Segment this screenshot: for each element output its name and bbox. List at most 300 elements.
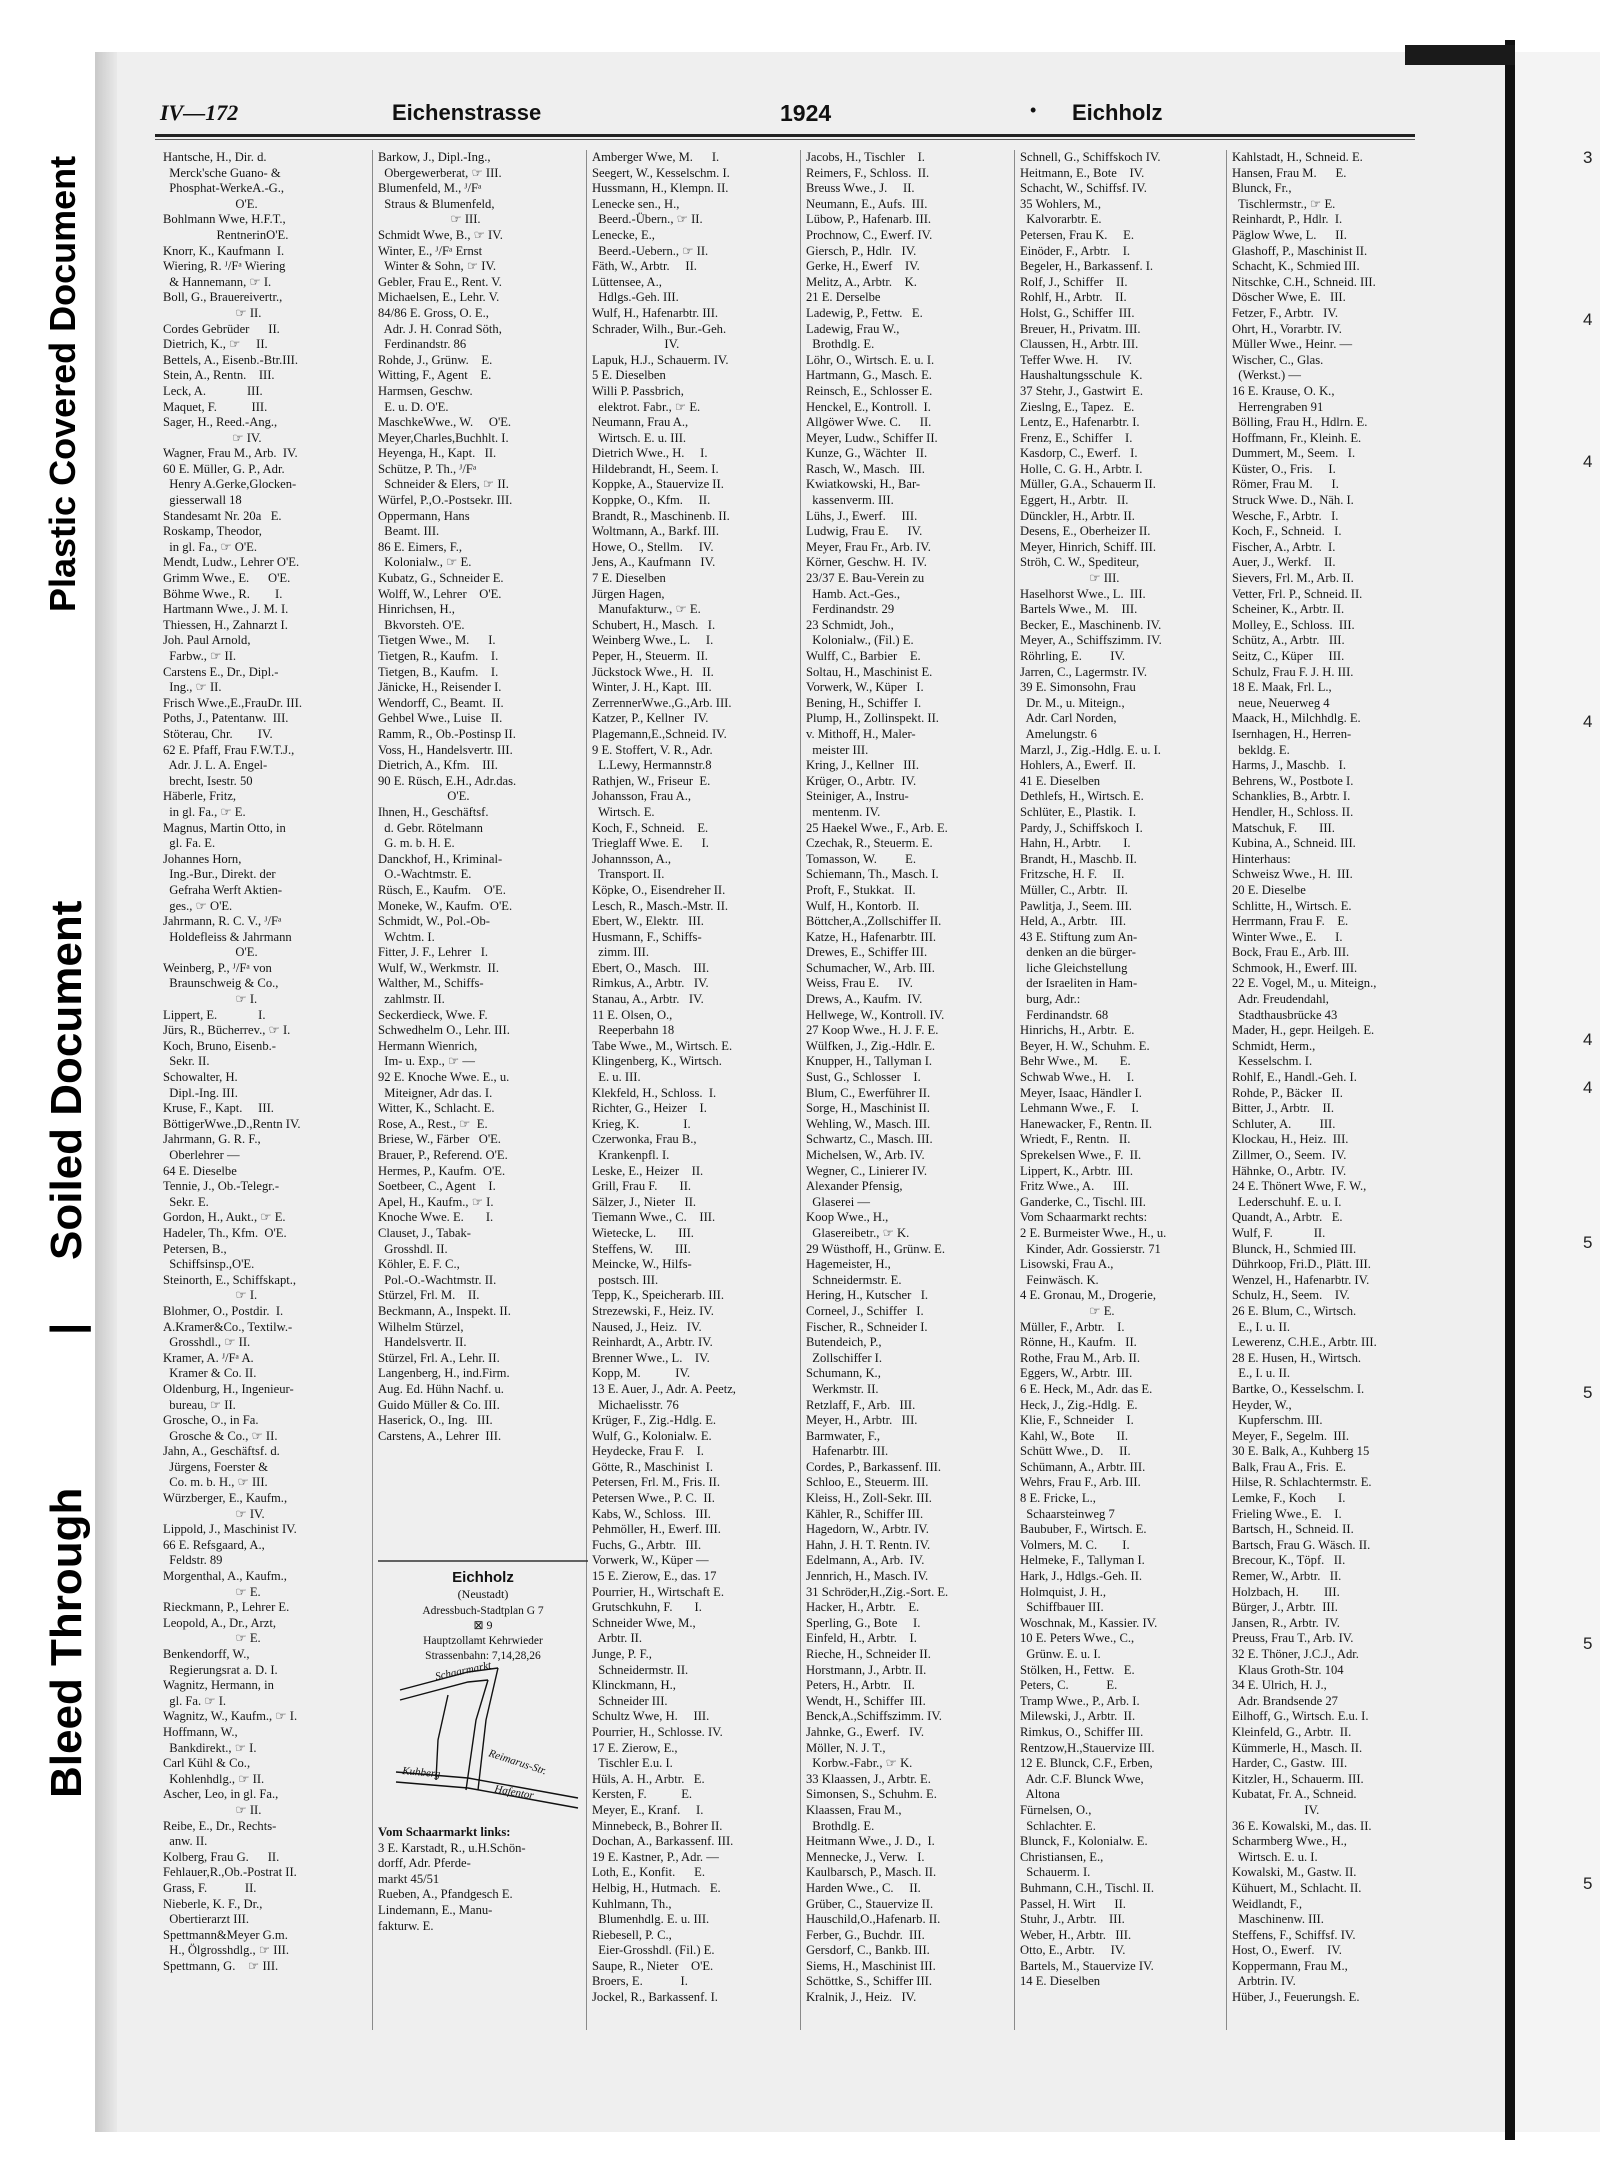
entry-line: Hohlers, A., Ewerf. II.: [1020, 758, 1136, 773]
header-dot: •: [1030, 100, 1037, 120]
entry-line: Schweisz Wwe., H. III.: [1232, 867, 1353, 882]
entry-line: Pol.-O.-Wachtmstr. II.: [378, 1272, 497, 1287]
binding-gutter: [95, 52, 117, 2132]
entry-line: O'E.: [163, 945, 258, 960]
entry-line: 2 E. Burmeister Wwe., H., u.: [1020, 1225, 1167, 1240]
entry-line: Hilse, R. Schlachtermstr. E.: [1232, 1475, 1372, 1490]
entry-line: Soetbeer, C., Agent I.: [378, 1179, 496, 1194]
entry-line: Retzlaff, F., Arb. III.: [806, 1397, 916, 1412]
entry-line: Matschuk, F. III.: [1232, 820, 1335, 835]
header-rule-thin: [155, 139, 1415, 140]
entry-line: Wolff, W., Lehrer O'E.: [378, 586, 502, 601]
entry-line: Schlüter, E., Plastik. I.: [1020, 804, 1136, 819]
entry-line: Mennecke, J., Verw. I.: [806, 1849, 925, 1864]
entry-line: 3 E. Karstadt, R., u.H.Schön-: [378, 1840, 526, 1855]
entry-line: Farbw., ☞ II.: [163, 649, 237, 663]
entry-line: Herrengraben 91: [1232, 399, 1324, 414]
entry-line: Claussen, H., Arbtr. III.: [1020, 337, 1139, 352]
entry-line: Simonsen, S., Schuhm. E.: [806, 1787, 937, 1802]
entry-line: Wendt, H., Schiffer III.: [806, 1693, 926, 1708]
map-title: Eichholz: [452, 1569, 514, 1586]
entry-line: Tiemann Wwe., C. III.: [592, 1210, 716, 1225]
entry-line: Gehbel Wwe., Luise II.: [378, 711, 503, 726]
entry-line: Kruse, F., Kapt. III.: [163, 1101, 274, 1116]
entry-line: Häberle, Fritz,: [163, 789, 237, 804]
entry-line: Teffer Wwe. H. IV.: [1020, 352, 1133, 367]
entry-line: Einfeld, H., Arbtr. I.: [806, 1631, 917, 1646]
entry-line: Drews, A., Kaufm. IV.: [806, 992, 923, 1007]
entry-line: Kalvorarbtr. E.: [1020, 212, 1102, 227]
entry-line: 90 E. Rüsch, E.H., Adr.das.: [378, 773, 517, 788]
entry-line: Krieg, K. I.: [592, 1116, 691, 1131]
entry-line: Röhrling, E. IV.: [1020, 649, 1126, 663]
entry-line: Pourrier, H., Wirtschaft E.: [592, 1584, 725, 1599]
entry-line: Host, O., Ewerf. IV.: [1232, 1943, 1342, 1958]
entry-line: Grosche, O., in Fa.: [163, 1413, 259, 1428]
entry-line: Knoche Wwe. E. I.: [378, 1210, 494, 1225]
entry-line: in gl. Fa., ☞ O'E.: [163, 539, 258, 554]
entry-line: Seckerdieck, Wwe. F.: [378, 1007, 494, 1022]
entry-line: Kopp, M. IV.: [592, 1366, 691, 1381]
entry-line: Löhr, O., Wirtsch. E. u. I.: [806, 352, 935, 367]
entry-line: Wendorff, C., Beamt. II.: [378, 695, 504, 710]
entry-line: Plump, H., Zollinspekt. II.: [806, 711, 939, 726]
entry-line: Brandt, H., Maschb. II.: [1020, 851, 1137, 866]
entry-line: Weiss, Frau E. IV.: [806, 976, 913, 991]
entry-line: Junge, P. F.,: [592, 1647, 652, 1661]
entry-line: Stölken, H., Fettw. E.: [1020, 1662, 1135, 1677]
directory-column-1: [163, 150, 373, 2040]
entry-line: Koppermann, Frau M.,: [1232, 1958, 1348, 1973]
street-map-svg: [378, 1560, 588, 1810]
entry-line: Miteigner, Adr das. I.: [378, 1085, 493, 1100]
entry-line: ☞ IV.: [163, 1506, 265, 1521]
entry-line: Rentzow,H.,Stauervize III.: [1020, 1740, 1155, 1755]
entry-line: Adr. J. L. A. Engel-: [163, 758, 268, 773]
entry-line: Joh. Paul Arnold,: [163, 633, 251, 648]
entry-line: Reinhardt, P., Hdlr. I.: [1232, 212, 1343, 227]
entry-line: Schrader, Wilh., Bur.-Geh.: [592, 321, 727, 336]
entry-line: Adr. Carl Norden,: [1020, 711, 1117, 726]
entry-line: neue, Neuerweg 4: [1232, 695, 1330, 710]
entry-line: Stürzel, Frl. A., Lehr. II.: [378, 1350, 500, 1365]
entry-line: Hähnke, O., Arbtr. IV.: [1232, 1163, 1347, 1178]
entry-line: Holmquist, J. H.,: [1020, 1584, 1107, 1599]
entry-line: Stuhr, J., Arbtr. III.: [1020, 1912, 1125, 1927]
entry-line: Marzl, J., Zig.-Hdlg. E. u. I.: [1020, 742, 1161, 757]
entry-line: Aug. Ed. Hühn Nachf. u.: [378, 1381, 504, 1396]
entry-line: Gersdorf, C., Bankb. III.: [806, 1943, 930, 1958]
entry-line: Loth, E., Konfit. E.: [592, 1865, 705, 1880]
entry-line: Holzbach, H. III.: [1232, 1584, 1340, 1599]
entry-line: Sorge, H., Maschinist II.: [806, 1101, 930, 1116]
soiled-document-label: Soiled Document: [42, 900, 91, 1260]
entry-line: 34 E. Ulrich, H. J.,: [1232, 1678, 1327, 1693]
entry-line: Kubatat, Fr. A., Schneid.: [1232, 1787, 1357, 1802]
entry-line: Wietecke, L. III.: [592, 1225, 694, 1240]
street-heading: Eichenstrasse: [392, 100, 542, 125]
entry-line: Howe, O., Stellm. IV.: [592, 539, 714, 554]
entry-line: Amelungstr. 6: [1020, 726, 1097, 741]
entry-line: Harder, C., Gastw. III.: [1232, 1756, 1348, 1771]
entry-line: Kohlenhdlg., ☞ II.: [163, 1771, 265, 1786]
entry-line: Proft, F., Stukkat. II.: [806, 882, 916, 897]
entry-line: Jahrmann, R. C. V., ᴶ/Fᵃ: [163, 914, 282, 929]
entry-line: IV.: [1232, 1802, 1320, 1817]
entry-line: Kinder, Adr. Gossierstr. 71: [1020, 1241, 1161, 1256]
entry-line: Rohlf, E., Handl.-Geh. I.: [1232, 1070, 1357, 1085]
entry-line: Frenz, E., Schiffer I.: [1020, 430, 1133, 445]
entry-line: Fürnelsen, O.,: [1020, 1802, 1092, 1817]
entry-line: Dethlefs, H., Wirtsch. E.: [1020, 789, 1144, 804]
entry-line: meister III.: [806, 742, 869, 757]
entry-line: Rasch, W., Masch. III.: [806, 461, 925, 476]
entry-line: Lenecke, E.,: [592, 227, 655, 242]
entry-line: E. u. D. O'E.: [378, 399, 449, 414]
entry-line: Wagnitz, W., Kaufm., ☞ I.: [163, 1709, 298, 1724]
entry-line: Benck,A.,Schiffszimm. IV.: [806, 1709, 942, 1724]
entry-line: 92 E. Knoche Wwe. E., u.: [378, 1070, 510, 1085]
entry-line: Heyenga, H., Kapt. II.: [378, 446, 497, 461]
entry-line: 32 E. Thöner, J.C.J., Adr.: [1232, 1647, 1359, 1661]
entry-line: Rolf, J., Schiffer II.: [1020, 274, 1128, 289]
entry-line: Bitter, J., Arbtr. II.: [1232, 1101, 1334, 1116]
strip-number: 3: [1583, 148, 1593, 167]
entry-line: Katzer, P., Kellner IV.: [592, 711, 709, 726]
entry-line: Wülfken, J., Zig.-Hdlr. E.: [806, 1038, 936, 1053]
entry-line: Koch, F., Schneid. I.: [1232, 524, 1342, 539]
entry-line: Winter, E., ᴶ/Fᵃ Ernst: [378, 243, 483, 258]
entry-line: Nieberle, K. F., Dr.,: [163, 1896, 263, 1911]
entry-line: Lippert, E. I.: [163, 1007, 266, 1022]
entry-line: Knupper, H., Tallyman I.: [806, 1054, 933, 1069]
entry-line: Götte, R., Maschinist I.: [592, 1459, 714, 1474]
entry-line: 14 E. Dieselben: [1020, 1974, 1101, 1989]
entry-line: Leopold, A., Dr., Arzt,: [163, 1615, 276, 1630]
entry-line: Holle, C. G. H., Arbtr. I.: [1020, 461, 1143, 476]
entry-line: Morgenthal, A., Kaufm.,: [163, 1569, 287, 1584]
strip-number: 5: [1583, 1233, 1593, 1252]
entry-line: Wischer, C., Glas.: [1232, 352, 1324, 367]
directory-column-4: [806, 150, 1016, 2040]
entry-line: Brothdlg. E.: [806, 1818, 875, 1833]
entry-line: Witter, K., Schlacht. E.: [378, 1101, 495, 1116]
entry-line: Schiemann, Th., Masch. I.: [806, 867, 939, 882]
entry-line: Kolonialw., ☞ E.: [378, 555, 472, 570]
entry-line: Kralnik, J., Heiz. IV.: [806, 1990, 917, 2005]
entry-line: Meyer,Charles,Buchhlt. I.: [378, 430, 509, 445]
entry-line: Reibe, E., Dr., Rechts-: [163, 1818, 277, 1833]
entry-line: Clauset, J., Tabak-: [378, 1225, 471, 1240]
entry-line: Sekr. II.: [163, 1054, 210, 1069]
strip-number: 4: [1583, 1030, 1593, 1049]
entry-line: Ladewig, Frau W.,: [806, 321, 900, 336]
entry-line: Wehling, W., Masch. III.: [806, 1116, 931, 1131]
entry-line: Butendeich, P.,: [806, 1335, 882, 1350]
entry-line: Ferber, G., Buchdr. III.: [806, 1927, 925, 1942]
entry-line: Naused, J., Heiz. IV.: [592, 1319, 702, 1334]
entry-line: Werkmstr. II.: [806, 1381, 879, 1396]
entry-line: Rönne, H., Kaufm. II.: [1020, 1335, 1137, 1350]
entry-line: 17 E. Zierow, E.,: [592, 1740, 678, 1755]
entry-line: 26 E. Blum, C., Wirtsch.: [1232, 1303, 1357, 1318]
map-plan-ref: Adressbuch-Stadtplan G 7: [422, 1605, 544, 1617]
entry-line: Weinberg Wwe., L. I.: [592, 633, 714, 648]
entry-line: Pardy, J., Schiffskoch I.: [1020, 820, 1143, 835]
entry-line: 7 E. Dieselben: [592, 571, 666, 586]
entry-line: Krankenpfl. I.: [592, 1148, 670, 1162]
entry-line: Blumenhdlg. E. u. III.: [592, 1912, 710, 1927]
entry-line: Kitzler, H., Schauerm. III.: [1232, 1771, 1364, 1786]
entry-line: 25 Haekel Wwe., F., Arb. E.: [806, 820, 948, 835]
entry-line: Sälzer, J., Nieter II.: [592, 1194, 697, 1209]
entry-line: Hdlgs.-Geh. III.: [592, 290, 679, 305]
entry-line: Körner, Geschw. H. IV.: [806, 555, 927, 570]
entry-line: Sprekelsen Wwe., F. II.: [1020, 1148, 1142, 1162]
entry-line: Fischer, R., Schneider I.: [806, 1319, 928, 1334]
entry-line: Harmsen, Geschw.: [378, 383, 473, 398]
entry-line: Kleiss, H., Zoll-Sekr. III.: [806, 1491, 932, 1506]
entry-line: Beerd.-Uebern., ☞ II.: [592, 243, 709, 258]
entry-line: Adr. Brandsende 27: [1232, 1693, 1338, 1708]
entry-line: Bartels Wwe., M. III.: [1020, 602, 1138, 617]
entry-line: Lederschuhf. E. u. I.: [1232, 1194, 1342, 1209]
entry-line: Merck'sche Guano- &: [163, 165, 281, 180]
entry-line: Isernhagen, H., Herren-: [1232, 726, 1352, 741]
entry-line: zahlmstr. II.: [378, 992, 445, 1007]
entry-line: Rimkus, O., Schiffer III.: [1020, 1724, 1144, 1739]
entry-line: 23 Schmidt, Joh.,: [806, 617, 894, 632]
entry-line: Koop Wwe., H.,: [806, 1210, 889, 1225]
entry-line: Schiffsinsp.,O'E.: [163, 1257, 255, 1272]
entry-line: ☞ E.: [1020, 1303, 1115, 1318]
entry-line: Schumacher, W., Arb. III.: [806, 960, 935, 975]
entry-line: Lindemann, E., Manu-: [378, 1902, 493, 1917]
entry-line: 24 E. Thönert Wwe, F. W.,: [1232, 1179, 1367, 1194]
entry-line: Petersen, Frau K. E.: [1020, 227, 1135, 242]
entry-line: Bkvorsteh. O'E.: [378, 617, 465, 632]
entry-line: Neumann, Frau A.,: [592, 415, 689, 430]
entry-line: Wirtsch. E. u. III.: [592, 430, 687, 445]
directory-column-2: [378, 150, 588, 1550]
entry-line: Kring, J., Kellner III.: [806, 758, 919, 773]
entry-line: Strezewski, F., Heiz. IV.: [592, 1303, 714, 1318]
entry-line: Kesselschm. I.: [1232, 1054, 1313, 1069]
entry-line: Vorwerk, W., Küper —: [592, 1553, 709, 1568]
entry-line: Grüber, C., Stauervize II.: [806, 1896, 934, 1911]
entry-line: Jennrich, H., Masch. IV.: [806, 1569, 929, 1584]
strip-number: 4: [1583, 452, 1593, 471]
entry-line: ☞ III.: [1020, 571, 1120, 586]
entry-line: Bankdirekt., ☞ I.: [163, 1740, 257, 1755]
entry-line: Eilhoff, G., Wirtsch. E.u. I.: [1232, 1709, 1369, 1724]
entry-line: Grill, Frau F. II.: [592, 1179, 692, 1194]
entry-line: Roskamp, Theodor,: [163, 524, 262, 539]
entry-line: Tramp Wwe., P., Arb. I.: [1020, 1693, 1140, 1708]
entry-line: Bock, Frau E., Arb. III.: [1232, 945, 1350, 960]
entry-line: Breuer, H., Privatm. III.: [1020, 321, 1141, 336]
entry-line: Blum, C., Ewerführer II.: [806, 1085, 931, 1100]
entry-line: Grünw. E. u. I.: [1020, 1647, 1101, 1661]
entry-line: Grimm Wwe., E. O'E.: [163, 571, 291, 586]
entry-line: Feinwäsch. K.: [1020, 1272, 1099, 1287]
entry-line: Witting, F., Agent E.: [378, 368, 492, 383]
entry-line: Klockau, H., Heiz. III.: [1232, 1132, 1349, 1147]
entry-line: Willi P. Passbrich,: [592, 383, 684, 398]
entry-line: Benkendorff, W.,: [163, 1647, 250, 1661]
map-label-reimarus: Reimarus-Str.: [487, 1747, 549, 1778]
entry-line: burg, Adr.:: [1020, 992, 1081, 1007]
entry-line: Rathjen, W., Friseur E.: [592, 773, 711, 788]
entry-line: Volmers, M. C. I.: [1020, 1537, 1130, 1552]
entry-line: Fritz Wwe., A. III.: [1020, 1179, 1129, 1194]
entry-line: Kunze, G., Wächter II.: [806, 446, 928, 461]
entry-line: Hagemeister, H.,: [806, 1257, 891, 1272]
entry-line: 10 E. Peters Wwe., C.,: [1020, 1631, 1135, 1646]
entry-line: Dummert, M., Seem. I.: [1232, 446, 1356, 461]
entry-line: Bartke, O., Kesselschm. I.: [1232, 1381, 1365, 1396]
entry-line: Kahl, W., Bote II.: [1020, 1428, 1129, 1443]
entry-line: Reimers, F., Schloss. II.: [806, 165, 930, 180]
entry-line: Fehlauer,R.,Ob.-Postrat II.: [163, 1865, 297, 1880]
entry-line: Siems, H., Maschinist III.: [806, 1958, 936, 1973]
entry-line: Adr. Freudendahl,: [1232, 992, 1329, 1007]
entry-line: Grosshdl. II.: [378, 1241, 448, 1256]
entry-line: Nitschke, C.H., Schneid. III.: [1232, 274, 1376, 289]
entry-line: Reinhardt, A., Arbtr. IV.: [592, 1335, 713, 1350]
entry-line: Kramer & Co. II.: [163, 1366, 257, 1381]
entry-line: Meyer, Isaac, Händler I.: [1020, 1085, 1142, 1100]
entry-line: Koch, Bruno, Eisenb.-: [163, 1038, 276, 1053]
entry-line: postsch. III.: [592, 1272, 659, 1287]
entry-line: Lentz, E., Hafenarbtr. I.: [1020, 415, 1140, 430]
entry-line: Allgöwer Wwe. C. II.: [806, 415, 932, 430]
entry-line: Wirtsch. E.: [592, 804, 655, 819]
entry-line: Stöterau, Chr. IV.: [163, 726, 273, 741]
entry-line: Heyder, W.,: [1232, 1397, 1292, 1412]
strip-number: 4: [1583, 1078, 1593, 1097]
map-post-ref: ⊠ 9: [473, 1618, 493, 1632]
entry-line: Ebert, O., Masch. III.: [592, 960, 710, 975]
entry-line: Kubina, A., Schneid. III.: [1232, 836, 1356, 851]
entry-line: Dietrich Wwe., H. I.: [592, 446, 708, 461]
entry-line: Wiering, R. ᴶ/Fᵃ Wiering: [163, 259, 286, 274]
entry-line: Lenecke sen., H.,: [592, 196, 680, 211]
entry-line: Döscher Wwe, E. III.: [1232, 290, 1346, 305]
entry-line: Passel, H. Wirt II.: [1020, 1896, 1126, 1911]
entry-line: Reeperbahn 18: [592, 1023, 675, 1038]
entry-line: Schubert, H., Masch. I.: [592, 617, 716, 632]
entry-line: 5 E. Dieselben: [592, 368, 666, 383]
entry-line: Transport. II.: [592, 867, 665, 882]
entry-line: gl. Fa. ☞ I.: [163, 1693, 227, 1708]
entry-line: Würzberger, E., Kaufm.,: [163, 1491, 288, 1506]
entry-line: Steiniger, A., Instru-: [806, 789, 909, 804]
entry-line: Eggers, W., Arbtr. III.: [1020, 1366, 1133, 1381]
entry-line: Sperling, G., Bote I.: [806, 1615, 921, 1630]
entry-line: Danckhof, H., Kriminal-: [378, 851, 503, 866]
entry-line: Jahn, A., Geschäftsf. d.: [163, 1444, 280, 1459]
entry-line: Scheiner, K., Arbtr. II.: [1232, 602, 1345, 617]
entry-line: Brauer, P., Referend. O'E.: [378, 1148, 508, 1162]
entry-line: Schwartz, C., Masch. III.: [806, 1132, 933, 1147]
entry-line: Horstmann, J., Arbtr. II.: [806, 1662, 927, 1677]
entry-line: Bening, H., Schiffer I.: [806, 695, 922, 710]
entry-line: Ferdinandstr. 29: [806, 602, 895, 617]
entry-line: Päglow Wwe, L. II.: [1232, 227, 1347, 242]
entry-line: Obergewerberat, ☞ III.: [378, 165, 502, 180]
entry-line: Feldstr. 89: [163, 1553, 223, 1568]
entry-line: Klie, F., Schneider I.: [1020, 1413, 1134, 1428]
entry-line: Beamt. III.: [378, 524, 440, 539]
entry-line: Soltau, H., Maschinist E.: [806, 664, 933, 679]
entry-line: Knorr, K., Kaufmann I.: [163, 243, 285, 258]
entry-line: Petersen, Frl. M., Fris. II.: [592, 1475, 721, 1490]
entry-line: Fitter, J. F., Lehrer I.: [378, 945, 489, 960]
entry-line: Tabe Wwe., M., Wirtsch. E.: [592, 1038, 733, 1053]
entry-line: Carl Kühl & Co.,: [163, 1756, 251, 1771]
entry-line: Wulf, H., Hafenarbtr. III.: [592, 305, 719, 320]
entry-line: Rohlf, H., Arbtr. II.: [1020, 290, 1127, 305]
map-customs-office: Hauptzollamt Kehrwieder: [423, 1635, 543, 1647]
entry-line: Held, A., Arbtr. III.: [1020, 914, 1126, 929]
entry-line: Barkow, J., Dipl.-Ing.,: [378, 150, 491, 164]
entry-line: Molley, E., Schloss. III.: [1232, 617, 1355, 632]
entry-line: Hermann Wienrich,: [378, 1038, 478, 1053]
entry-line: Holst, G., Schiffer III.: [1020, 305, 1135, 320]
entry-line: Ramm, R., Ob.-Postinsp II.: [378, 726, 516, 741]
entry-line: Altona: [1020, 1787, 1060, 1802]
entry-line: Meincke, W., Hilfs-: [592, 1257, 692, 1272]
entry-line: Schumann, K.,: [806, 1366, 881, 1381]
entry-line: Blunck, Fr.,: [1232, 181, 1292, 196]
entry-line: Schmidt Wwe, B., ☞ IV.: [378, 227, 503, 242]
entry-line: Helmeke, F., Tallyman I.: [1020, 1553, 1145, 1568]
map-street-line: [400, 1680, 488, 1700]
plastic-covered-label: Plastic Covered Document: [42, 155, 83, 612]
entry-line: Fritzsche, H. F. II.: [1020, 867, 1125, 882]
entry-line: Ladewig, P., Fettw. E.: [806, 305, 923, 320]
entry-line: O'E.: [378, 789, 470, 804]
entry-line: 15 E. Zierow, E., das. 17: [592, 1569, 717, 1584]
entry-line: Manufakturw., ☞ E.: [592, 602, 701, 617]
entry-line: Hildebrandt, H., Seem. I.: [592, 461, 719, 476]
entry-line: Tietgen Wwe., M. I.: [378, 633, 496, 648]
entry-line: Petersen, B.,: [163, 1241, 227, 1256]
entry-line: Lühs, J., Ewerf. III.: [806, 508, 918, 523]
corner-shadow: [1405, 45, 1515, 65]
entry-line: Johannes Horn,: [163, 851, 242, 866]
entry-line: Kupferschm. III.: [1232, 1413, 1323, 1428]
entry-line: d. Gebr. Rötelmann: [378, 820, 483, 835]
entry-line: Steinorth, E., Schiffskapt.,: [163, 1272, 297, 1287]
entry-line: 9 E. Stoffert, V. R., Adr.: [592, 742, 713, 757]
entry-line: Jockel, R., Barkassenf. I.: [592, 1990, 718, 2005]
entry-line: A.Kramer&Co., Textilw.-: [163, 1319, 293, 1334]
entry-line: Grass, F. II.: [163, 1880, 257, 1895]
entry-line: Hellwege, W., Kontroll. IV.: [806, 1007, 945, 1022]
entry-line: 20 E. Dieselbe: [1232, 882, 1306, 897]
entry-line: Holdefleiss & Jahrmann: [163, 929, 292, 944]
entry-line: Phosphat-WerkeA.-G.,: [163, 181, 285, 196]
entry-line: Schloo, E., Steuerm. III.: [806, 1475, 929, 1490]
entry-line: Desens, E., Oberheizer II.: [1020, 524, 1151, 539]
entry-line: 12 E. Blunck, C.F., Erben,: [1020, 1756, 1153, 1771]
entry-line: Hinrichs, H., Arbtr. E.: [1020, 1023, 1135, 1038]
entry-line: Kolberg, Frau G. II.: [163, 1849, 280, 1864]
entry-line: Jens, A., Kaufmann IV.: [592, 555, 716, 570]
entry-line: Petersen Wwe., P. C. II.: [592, 1491, 715, 1506]
